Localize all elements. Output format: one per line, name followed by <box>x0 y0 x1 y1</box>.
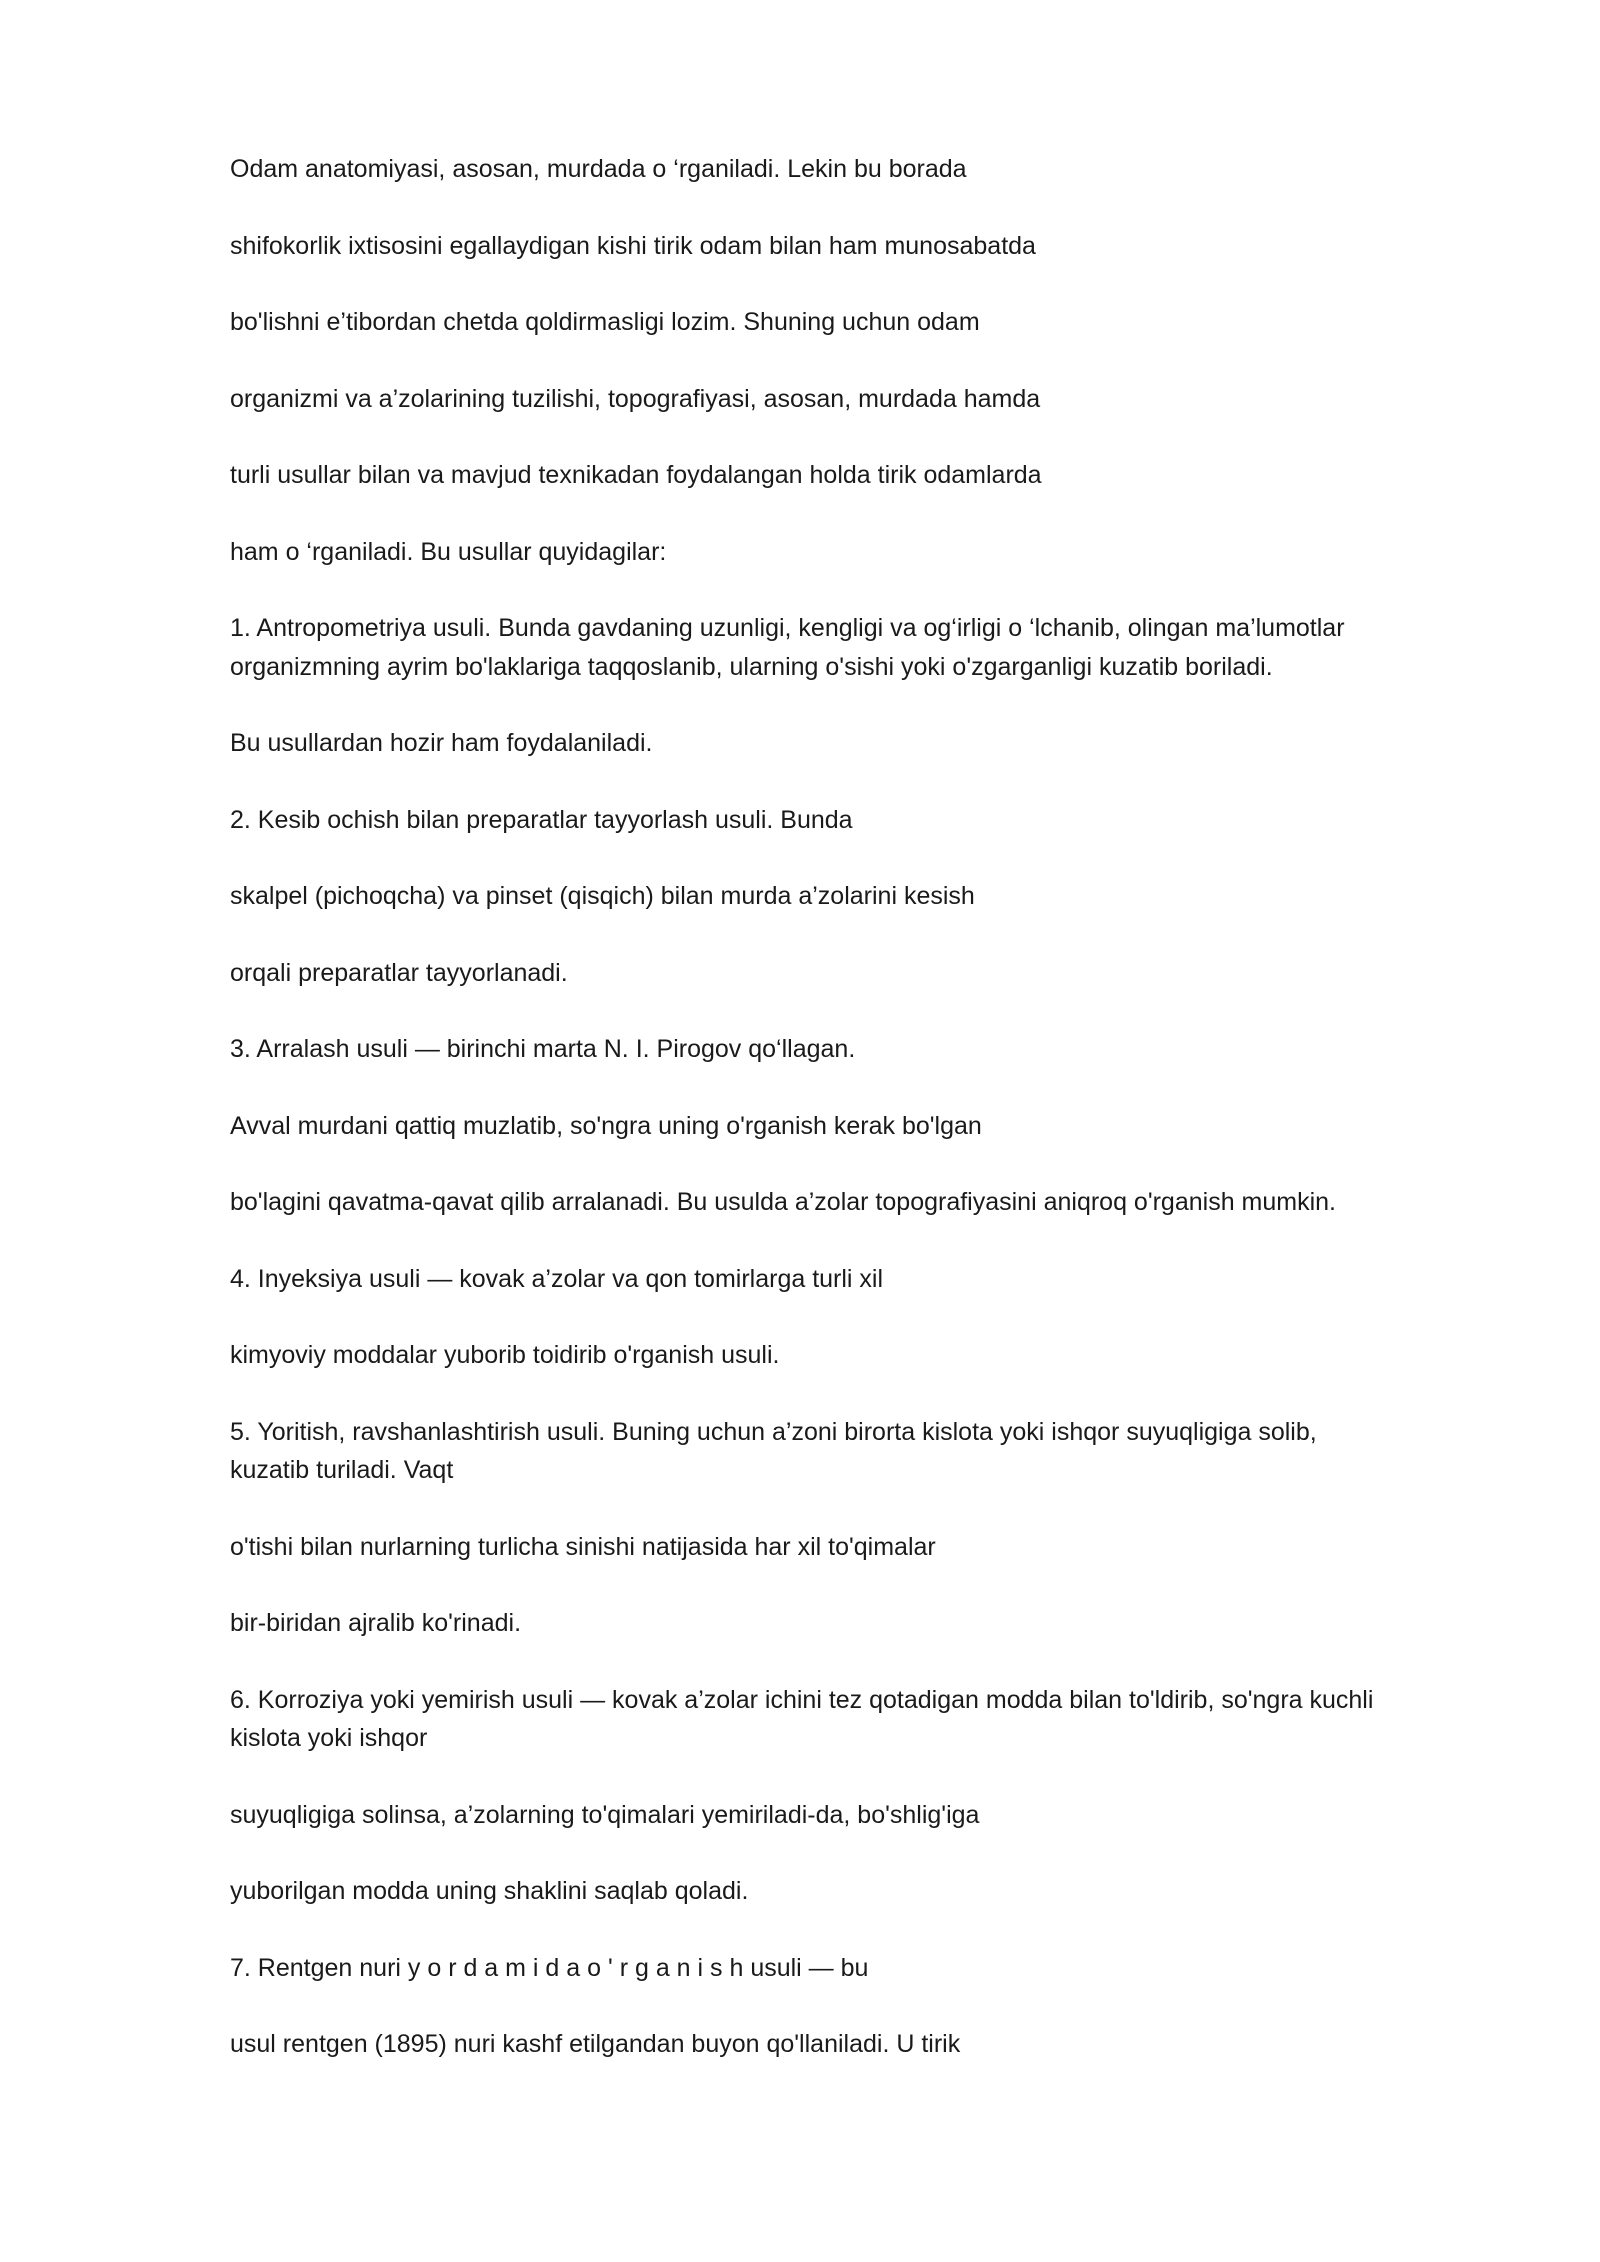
paragraph: 4. Inyeksiya usuli — kovak a’zolar va qon tomirlarga turli xil <box>230 1264 884 1293</box>
paragraph: usul rentgen (1895) nuri kashf etilgandan buyon qo'llaniladi. U tirik <box>230 2030 961 2058</box>
paragraph: bo'lagini qavatma-qavat qilib arralanadi. Bu usulda a’zolar topografiyasini aniqroq o'rganish mumkin. <box>230 1188 1337 1216</box>
paragraph: 2. Kesib ochish bilan preparatlar tayyorlash usuli. Bunda <box>230 805 853 834</box>
paragraph: Bu usullardan hozir ham foydalaniladi. <box>230 729 653 757</box>
paragraph: suyuqligiga solinsa, a’zolarning to'qimalari yemiriladi-da, bo'shlig'iga <box>230 1800 980 1829</box>
paragraph: o'tishi bilan nurlarning turlicha sinishi natijasida har xil to'qimalar <box>230 1532 936 1561</box>
paragraph: kimyoviy moddalar yuborib toidirib o'rganish usuli. <box>230 1341 780 1369</box>
paragraph: ham o ‘rganiladi. Bu usullar quyidagilar: <box>230 537 667 566</box>
paragraph: orqali preparatlar tayyorlanadi. <box>230 958 568 987</box>
paragraph: 3. Arralash usuli — birinchi marta N. I. Pirogov qo‘llagan. <box>230 1035 856 1063</box>
paragraph: bo'lishni e’tibordan chetda qoldirmasligi lozim. Shuning uchun odam <box>230 308 980 336</box>
paragraph: shifokorlik ixtisosini egallaydigan kishi tirik odam bilan ham munosabatda <box>230 231 1036 260</box>
paragraph: 6. Korroziya yoki yemirish usuli — kovak a’zolar ichini tez qotadigan modda bilan to'ldirib, so'ngra kuchli kislota yoki ishqor <box>230 1685 1374 1752</box>
paragraph: yuborilgan modda uning shaklini saqlab qoladi. <box>230 1877 749 1905</box>
paragraph: 1. Antropometriya usuli. Bunda gavdaning uzunligi, kengligi va og‘irligi o ‘lchanib, olingan ma’lumotlar organizmning ayrim bo'laklariga taqqoslanib, ularning o'sishi yoki o'zgarganligi kuzatib boriladi. <box>230 614 1345 681</box>
paragraph: skalpel (pichoqcha) va pinset (qisqich) bilan murda a’zolarini kesish <box>230 882 975 910</box>
paragraph: Odam anatomiyasi, asosan, murdada o ‘rganiladi. Lekin bu borada <box>230 155 967 183</box>
paragraph: Avval murdani qattiq muzlatib, so'ngra uning o'rganish kerak bo'lgan <box>230 1111 982 1140</box>
paragraph: turli usullar bilan va mavjud texnikadan foydalangan holda tirik odamlarda <box>230 461 1042 489</box>
paragraph: 7. Rentgen nuri y o r d a m i d a o ' r g a n i s h usuli — bu <box>230 1953 869 1982</box>
paragraph: 5. Yoritish, ravshanlashtirish usuli. Buning uchun a’zoni birorta kislota yoki ishqor suyuqligiga solib, kuzatib turiladi. Vaqt <box>230 1417 1317 1484</box>
paragraph: bir-biridan ajralib ko'rinadi. <box>230 1609 522 1637</box>
paragraph: organizmi va a’zolarining tuzilishi, topografiyasi, asosan, murdada hamda <box>230 384 1041 413</box>
document-body <box>230 150 1490 2102</box>
